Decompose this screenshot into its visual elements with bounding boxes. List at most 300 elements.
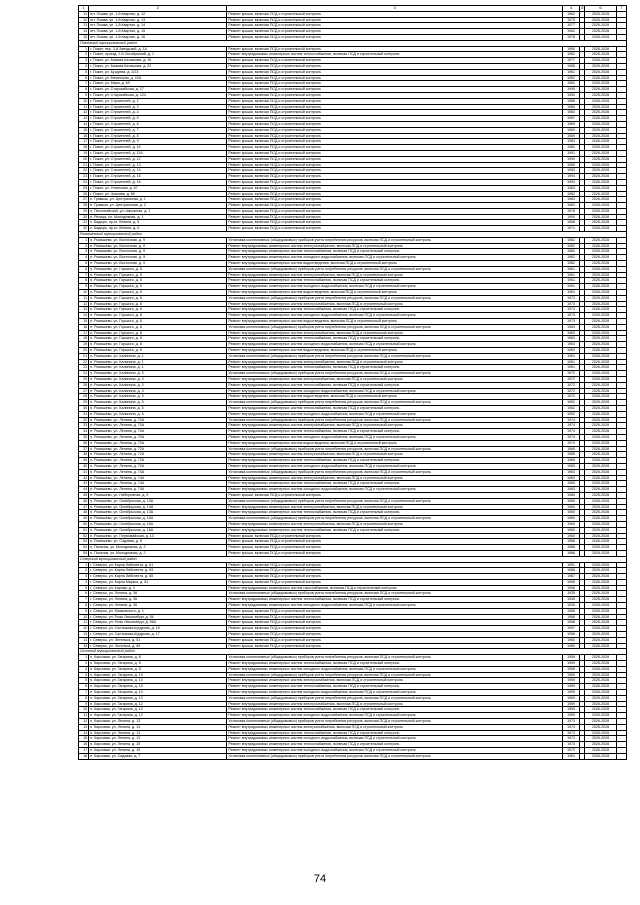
- period-cell: 2026-2028: [585, 521, 617, 527]
- year-cell: 1977: [562, 23, 579, 29]
- work-type-cell: Установка коллективных (общедомовых) приборов учета потребления ресурсов, включая ПСД и строительный контроль: [227, 295, 563, 301]
- year-cell: 1974: [562, 429, 579, 435]
- row-number: 19: [79, 342, 89, 348]
- row-number: 30: [79, 405, 89, 411]
- work-type-cell: Ремонт крыши, включая ПСД и строительный контроль: [227, 127, 563, 133]
- row-number: 49: [79, 516, 89, 522]
- work-type-cell: Ремонт крыши, включая ПСД и строительный контроль: [227, 104, 563, 110]
- section-title: Пожевский муниципальный район: [79, 40, 627, 46]
- row-number: 9: [79, 608, 89, 614]
- year-cell: 1974: [562, 434, 579, 440]
- period-cell: 2026-2028: [585, 353, 617, 359]
- period-cell: 2026-2028: [585, 458, 617, 464]
- period-cell: 2026-2028: [585, 672, 617, 678]
- row-number: 2: [79, 243, 89, 249]
- year-cell: 1971: [562, 226, 579, 232]
- year-cell: 1972: [562, 371, 579, 377]
- work-type-cell: Ремонт крыши, включая ПСД и строительный контроль: [227, 533, 563, 539]
- row-number: 10: [79, 614, 89, 620]
- address-cell: п. Ромашево, ул. Октябрьская, д. 13А: [89, 504, 227, 510]
- address-cell: п. Карсовая, ул. Гагарина, д. 12: [89, 707, 227, 713]
- period-cell: 2026-2028: [585, 545, 617, 551]
- address-cell: г. Пожег, ул. Строителей, д. 8: [89, 133, 227, 139]
- period-cell: 2026-2028: [585, 469, 617, 475]
- row-number: 11: [79, 295, 89, 301]
- work-type-cell: Ремонт крыши, включая ПСД и строительный контроль: [227, 539, 563, 545]
- period-cell: 2026-2028: [585, 400, 617, 406]
- work-type-cell: Ремонт крыши, включая ПСД и строительный контроль: [227, 220, 563, 226]
- period-cell: 2026-2028: [585, 394, 617, 400]
- work-type-cell: Ремонт крыши, включая ПСД и строительный контроль: [227, 23, 563, 29]
- year-cell: 1973: [562, 307, 579, 313]
- period-cell: 2026-2028: [585, 550, 617, 556]
- row-number: 26: [79, 382, 89, 388]
- year-cell: 1961: [562, 353, 579, 359]
- work-type-cell: Ремонт крыши, включая ПСД и строительный контроль: [227, 69, 563, 75]
- work-type-cell: Ремонт крыши, включая ПСД и строительный контроль: [227, 63, 563, 69]
- year-cell: 1973: [562, 719, 579, 725]
- work-type-cell: Ремонт крыши, включая ПСД и строительный контроль: [227, 632, 563, 638]
- address-cell: п. Карсовая, ул. Ленина, д. 13: [89, 730, 227, 736]
- work-type-cell: Ремонт крыши, включая ПСД и строительный контроль: [227, 203, 563, 209]
- year-cell: 1960: [562, 533, 579, 539]
- year-cell: 1985: [562, 492, 579, 498]
- address-cell: г. Пожег, ул. Бажова Калашова, д. 16: [89, 58, 227, 64]
- work-type-cell: Ремонт внутридомовых инженерных систем водоотведения, включая ПСД и строительный контроль: [227, 319, 563, 325]
- row-number: 6: [79, 591, 89, 597]
- address-cell: г. Пожег, ул. Мезенская, д. 22А: [89, 75, 227, 81]
- year-cell: 1935: [562, 597, 579, 603]
- period-cell: 2026-2028: [585, 690, 617, 696]
- work-type-cell: Ремонт внутридомовых инженерных систем теплоснабжения, включая ПСД и строительный контроль: [227, 661, 563, 667]
- row-number: 17: [79, 139, 89, 145]
- address-cell: г. Северск, ул. Розы Люксембург, д. 54: [89, 614, 227, 620]
- section-title: Северский муниципальный район: [79, 556, 627, 562]
- address-cell: г. Северск, ул. Розы Люксембург, д. 56А: [89, 620, 227, 626]
- work-type-cell: Ремонт крыши, включая ПСД и строительный контроль: [227, 116, 563, 122]
- period-cell: 2026-2028: [585, 243, 617, 249]
- row-number: 9: [79, 92, 89, 98]
- address-cell: п. Ромашево, ул. Ленина, д. 74А: [89, 475, 227, 481]
- row-number: 53: [79, 539, 89, 545]
- address-cell: п. Ромашево, ул. Ленина, д. 70А: [89, 417, 227, 423]
- row-number: 24: [79, 371, 89, 377]
- work-type-cell: Ремонт внутридомовых инженерных систем холодного водоснабжения, включая ПСД и строительный контроль: [227, 463, 563, 469]
- address-cell: п. Ромашево, ул. Калинина, д. 3: [89, 382, 227, 388]
- work-type-cell: Ремонт внутридомовых инженерных систем электроснабжения, включая ПСД и строительный контроль: [227, 475, 563, 481]
- row-number: 18: [79, 145, 89, 151]
- year-cell: 1973: [562, 319, 579, 325]
- address-cell: пгт. Пожва, ул. 1-й Квартал, д. 13: [89, 17, 227, 23]
- work-type-cell: Ремонт внутридомовых инженерных систем электроснабжения, включая ПСД и строительный контроль: [227, 272, 563, 278]
- row-number: 14: [79, 730, 89, 736]
- period-cell: 2026-2028: [585, 214, 617, 220]
- year-cell: 1991: [562, 562, 579, 568]
- work-type-cell: Ремонт внутридомовых инженерных систем электроснабжения, включая ПСД и строительный контроль: [227, 521, 563, 527]
- period-cell: 2026-2028: [585, 423, 617, 429]
- year-cell: 1985: [562, 63, 579, 69]
- year-cell: 1963: [562, 481, 579, 487]
- address-cell: п. Ромашево, ул. Калинина, д. 5: [89, 411, 227, 417]
- period-cell: 2026-2028: [585, 562, 617, 568]
- work-type-cell: Ремонт крыши, включая ПСД и строительный контроль: [227, 620, 563, 626]
- table-row: [79, 753, 627, 759]
- period-cell: 2026-2028: [585, 46, 617, 52]
- period-cell: 2026-2028: [585, 730, 617, 736]
- period-cell: 2026-2028: [585, 382, 617, 388]
- work-type-cell: Ремонт внутридомовых инженерных систем электроснабжения, включая ПСД и строительный контроль: [227, 701, 563, 707]
- address-cell: пгт. Пожва, ул. 1-й Квартал, д. 15: [89, 29, 227, 35]
- row-number: 36: [79, 440, 89, 446]
- work-type-cell: Установка коллективных (общедомовых) приборов учета потребления ресурсов, включая ПСД и строительный контроль: [227, 446, 563, 452]
- period-cell: 2026-2028: [585, 92, 617, 98]
- period-cell: 2026-2028: [585, 75, 617, 81]
- period-cell: 2026-2028: [585, 313, 617, 319]
- row-number: 25: [79, 377, 89, 383]
- work-type-cell: Ремонт крыши, включая ПСД и строительный контроль: [227, 34, 563, 40]
- row-number: 30: [79, 214, 89, 220]
- period-cell: 2026-2028: [585, 568, 617, 574]
- empty-cell: [616, 753, 626, 759]
- work-type-cell: Ремонт внутридомовых инженерных систем электроснабжения, включая ПСД и строительный контроль: [227, 423, 563, 429]
- work-type-cell: Ремонт крыши, включая ПСД и строительный контроль: [227, 579, 563, 585]
- work-type-cell: Ремонт внутридомовых инженерных систем электроснабжения, включая ПСД и строительный контроль: [227, 678, 563, 684]
- page-number: 74: [313, 873, 327, 885]
- year-cell: 1959: [562, 713, 579, 719]
- row-number: 23: [79, 365, 89, 371]
- row-number: 5: [79, 678, 89, 684]
- work-type-cell: Ремонт крыши, включая ПСД и строительный контроль: [227, 58, 563, 64]
- row-number: 17: [79, 330, 89, 336]
- year-cell: 1959: [562, 672, 579, 678]
- year-cell: 1963: [562, 336, 579, 342]
- period-cell: 2026-2028: [585, 150, 617, 156]
- work-type-cell: Ремонт крыши, включая ПСД и строительный контроль: [227, 139, 563, 145]
- work-type-cell: Ремонт внутридомовых инженерных систем электроснабжения, включая ПСД и строительный контроль: [227, 359, 563, 365]
- row-number: 3: [79, 666, 89, 672]
- year-cell: 1961: [562, 266, 579, 272]
- address-cell: г. Пожег, ул. Старозябская, д. 124: [89, 92, 227, 98]
- year-cell: 1986: [562, 550, 579, 556]
- row-number: 11: [79, 11, 89, 17]
- period-cell: 2026-2028: [585, 608, 617, 614]
- year-cell: 1972: [562, 382, 579, 388]
- row-number: 14: [79, 313, 89, 319]
- work-type-cell: Ремонт внутридомовых инженерных систем холодного водоснабжения, включая ПСД и строительный контроль: [227, 666, 563, 672]
- address-cell: г. Пожег, ул. Строителей, д. 10: [89, 145, 227, 151]
- year-cell: 1969: [562, 127, 579, 133]
- address-cell: п. Ромашево, ул. Горького, д. 8: [89, 336, 227, 342]
- row-number: 31: [79, 411, 89, 417]
- row-number: 32: [79, 226, 89, 232]
- year-cell: 1989: [562, 162, 579, 168]
- period-cell: 2026-2028: [585, 440, 617, 446]
- period-cell: 2026-2028: [585, 753, 617, 759]
- row-number: 2: [79, 52, 89, 58]
- year-cell: 1973: [562, 301, 579, 307]
- year-cell: 1959: [562, 701, 579, 707]
- period-cell: 2026-2028: [585, 434, 617, 440]
- row-number: 31: [79, 220, 89, 226]
- period-cell: 2026-2028: [585, 533, 617, 539]
- address-cell: п. Ромашево, ул. Восточная, д. 9: [89, 237, 227, 243]
- address-cell: п. Карсовая, ул. Ленина, д. 13: [89, 736, 227, 742]
- row-number: 4: [79, 579, 89, 585]
- year-cell: 1968: [562, 579, 579, 585]
- row-number: 6: [79, 75, 89, 81]
- row-number: 27: [79, 388, 89, 394]
- year-cell: 1982: [562, 237, 579, 243]
- section-title: Осинский муниципальный район: [79, 649, 627, 655]
- work-type-cell: Ремонт внутридомовых инженерных систем холодного водоснабжения, включая ПСД и строительный контроль: [227, 748, 563, 754]
- period-cell: 2026-2028: [585, 736, 617, 742]
- period-cell: 2026-2028: [585, 162, 617, 168]
- period-cell: 2026-2028: [585, 226, 617, 232]
- address-cell: п. Ромашево, ул. Горького, д. 6: [89, 295, 227, 301]
- address-cell: г. Пожег, ул. Строителей, д. 14: [89, 168, 227, 174]
- year-cell: 1976: [562, 208, 579, 214]
- period-cell: 2026-2028: [585, 87, 617, 93]
- address-cell: г. Пожег, ул. Строителей, д. 4: [89, 110, 227, 116]
- period-cell: 2026-2028: [585, 348, 617, 354]
- work-type-cell: Ремонт внутридомовых инженерных систем теплоснабжения, включая ПСД и строительный контроль: [227, 597, 563, 603]
- row-number: 46: [79, 498, 89, 504]
- work-type-cell: Ремонт внутридомовых инженерных систем электроснабжения, включая ПСД и строительный контроль: [227, 243, 563, 249]
- address-cell: г. Северск, ул. Карла Либкнехта, д. 65: [89, 574, 227, 580]
- work-type-cell: Установка коллективных (общедомовых) приборов учета потребления ресурсов, включая ПСД и строительный контроль: [227, 353, 563, 359]
- year-cell: 1963: [562, 487, 579, 493]
- row-number: 42: [79, 475, 89, 481]
- row-number: 5: [79, 261, 89, 267]
- period-cell: 2026-2028: [585, 185, 617, 191]
- year-cell: 1962: [562, 52, 579, 58]
- year-cell: 1965: [562, 458, 579, 464]
- row-number: 22: [79, 168, 89, 174]
- period-cell: 2026-2028: [585, 359, 617, 365]
- period-cell: 2026-2028: [585, 324, 617, 330]
- year-cell: 1983: [562, 185, 579, 191]
- row-number: 18: [79, 753, 89, 759]
- address-cell: п. Карсовая, ул. Ленина, д. 15: [89, 748, 227, 754]
- column-header: 5: [581, 5, 584, 10]
- row-number: 50: [79, 521, 89, 527]
- work-type-cell: Ремонт крыши, включая ПСД и строительный контроль: [227, 174, 563, 180]
- period-cell: 2026-2028: [585, 498, 617, 504]
- period-cell: 2026-2028: [585, 632, 617, 638]
- period-cell: 2026-2028: [585, 655, 617, 661]
- address-cell: п. Ромашево, ул. Восточная, д. 9: [89, 243, 227, 249]
- row-number: 10: [79, 98, 89, 104]
- year-cell: 1986: [562, 98, 579, 104]
- period-cell: 2026-2028: [585, 684, 617, 690]
- row-number: 28: [79, 203, 89, 209]
- address-cell: п. Ромашево, ул. Горького, д. 5: [89, 266, 227, 272]
- row-number: 5: [79, 69, 89, 75]
- year-cell: 1973: [562, 295, 579, 301]
- row-number: 10: [79, 707, 89, 713]
- year-cell: 1960: [562, 527, 579, 533]
- year-cell: 1973: [562, 724, 579, 730]
- row-number: 18: [79, 336, 89, 342]
- row-number: 24: [79, 179, 89, 185]
- address-cell: п. Ромашево, ул. Горького, д. 5: [89, 284, 227, 290]
- row-number: 7: [79, 690, 89, 696]
- year-cell: 1972: [562, 377, 579, 383]
- work-type-cell: Ремонт внутридомовых инженерных систем электроснабжения, включая ПСД и строительный контроль: [227, 330, 563, 336]
- address-cell: п. Ромашево, ул. Горького, д. 8: [89, 330, 227, 336]
- work-type-cell: Ремонт внутридомовых инженерных систем теплоснабжения, включая ПСД и строительный контроль: [227, 365, 563, 371]
- row-number: 13: [79, 307, 89, 313]
- row-number: 25: [79, 185, 89, 191]
- period-cell: 2026-2028: [585, 220, 617, 226]
- work-type-cell: Ремонт крыши, включая ПСД и строительный контроль: [227, 46, 563, 52]
- year-cell: 1969: [562, 121, 579, 127]
- work-type-cell: Ремонт крыши, включая ПСД и строительный контроль: [227, 168, 563, 174]
- address-cell: п. Ромашево, ул. Горького, д. 5: [89, 278, 227, 284]
- year-cell: 1960: [562, 521, 579, 527]
- address-cell: г. Пожег, ул. Строителей, д. 11А: [89, 150, 227, 156]
- work-type-cell: Ремонт внутридомовых инженерных систем электроснабжения, включая ПСД и строительный контроль: [227, 377, 563, 383]
- year-cell: 1980: [562, 637, 579, 643]
- row-number: 15: [79, 319, 89, 325]
- address-cell: г. Северск, ул. Ленина, д. 36: [89, 591, 227, 597]
- period-cell: 2026-2028: [585, 261, 617, 267]
- period-cell: 2026-2028: [585, 742, 617, 748]
- year-cell: 1963: [562, 330, 579, 336]
- work-type-cell: Ремонт внутридомовых инженерных систем водоотведения, включая ПСД и строительный контроль: [227, 290, 563, 296]
- work-type-cell: Ремонт крыши, включая ПСД и строительный контроль: [227, 608, 563, 614]
- work-type-cell: Ремонт крыши, включая ПСД и строительный контроль: [227, 568, 563, 574]
- address-cell: п. Карсовая, ул. Садовая, д. 7: [89, 753, 227, 759]
- row-number: 13: [79, 23, 89, 29]
- row-number: 2: [79, 661, 89, 667]
- period-cell: 2026-2028: [585, 145, 617, 151]
- work-type-cell: Ремонт крыши, включая ПСД и строительный контроль: [227, 550, 563, 556]
- row-number: 11: [79, 104, 89, 110]
- work-type-cell: Ремонт крыши, включая ПСД и строительный контроль: [227, 574, 563, 580]
- work-type-cell: Ремонт внутридомовых инженерных систем теплоснабжения, включая ПСД и строительный контроль: [227, 684, 563, 690]
- period-cell: 2026-2028: [585, 661, 617, 667]
- year-cell: 1973: [562, 736, 579, 742]
- work-type-cell: Установка коллективных (общедомовых) приборов учета потребления ресурсов, включая ПСД и строительный контроль: [227, 237, 563, 243]
- address-cell: п. Ромашево, ул. Калинина, д. 3: [89, 377, 227, 383]
- year-cell: 1961: [562, 272, 579, 278]
- address-cell: п. Ромашево, ул. Горького, д. 6: [89, 313, 227, 319]
- row-number: 11: [79, 620, 89, 626]
- address-cell: п. Карсовая, ул. Гагарина, д. 12: [89, 713, 227, 719]
- row-number: 7: [79, 272, 89, 278]
- work-type-cell: Ремонт внутридомовых инженерных систем водоотведения, включая ПСД и строительный контроль: [227, 261, 563, 267]
- year-cell: 1972: [562, 394, 579, 400]
- row-number: 15: [79, 643, 89, 649]
- period-cell: 2026-2028: [585, 452, 617, 458]
- year-cell: 1961: [562, 284, 579, 290]
- address-cell: г. Пожег, ул. Строителей, д. 12: [89, 156, 227, 162]
- work-type-cell: Ремонт внутридомовых инженерных систем теплоснабжения, включая ПСД и строительный контроль: [227, 481, 563, 487]
- period-cell: 2026-2028: [585, 591, 617, 597]
- year-cell: 1952: [562, 400, 579, 406]
- period-cell: 2026-2028: [585, 724, 617, 730]
- year-cell: 1959: [562, 707, 579, 713]
- year-cell: 1990: [562, 156, 579, 162]
- period-cell: 2026-2028: [585, 330, 617, 336]
- work-type-cell: Ремонт внутридомовых инженерных систем теплоснабжения, включая ПСД и строительный контроль: [227, 510, 563, 516]
- year-cell: 1935: [562, 603, 579, 609]
- year-cell: 1961: [562, 753, 579, 759]
- year-cell: 1982: [562, 261, 579, 267]
- address-cell: п. Ромашево, ул. Ленина, д. 72А: [89, 463, 227, 469]
- address-cell: п. Ромашево, ул. Калинина, д. 5: [89, 405, 227, 411]
- column-header: 6: [585, 6, 617, 12]
- row-number: 4: [79, 672, 89, 678]
- period-cell: 2026-2028: [585, 597, 617, 603]
- row-number: 33: [79, 423, 89, 429]
- year-cell: 1963: [562, 475, 579, 481]
- address-cell: п. Карсовая, ул. Ленина, д. 15: [89, 742, 227, 748]
- work-type-cell: Установка коллективных (общедомовых) приборов учета потребления ресурсов, включая ПСД и строительный контроль: [227, 417, 563, 423]
- address-cell: г. Пожег, ул. Строителей, д. 15: [89, 174, 227, 180]
- row-number: 29: [79, 400, 89, 406]
- row-number: 40: [79, 463, 89, 469]
- period-cell: 2026-2028: [585, 695, 617, 701]
- year-cell: 1990: [562, 214, 579, 220]
- period-cell: 2026-2028: [585, 405, 617, 411]
- work-type-cell: Ремонт внутридомовых инженерных систем холодного водоснабжения, включая ПСД и строительный контроль: [227, 713, 563, 719]
- year-cell: 1974: [562, 417, 579, 423]
- row-number: 19: [79, 150, 89, 156]
- year-cell: 1960: [562, 498, 579, 504]
- year-cell: 1968: [562, 220, 579, 226]
- work-type-cell: Ремонт внутридомовых инженерных систем холодного водоснабжения, включая ПСД и строительный контроль: [227, 284, 563, 290]
- work-type-cell: Ремонт внутридомовых инженерных систем теплоснабжения, включая ПСД и строительный контроль: [227, 307, 563, 313]
- period-cell: 2026-2028: [585, 371, 617, 377]
- column-header: 3: [227, 6, 563, 12]
- address-cell: п. Ромашево, ул. Калинина, д. 1: [89, 359, 227, 365]
- row-number: 11: [79, 713, 89, 719]
- address-cell: г. Пожег, ул. Строителей, д. 16: [89, 179, 227, 185]
- address-cell: п. Карсовая, ул. Гагарина, д. 10: [89, 672, 227, 678]
- work-type-cell: Ремонт крыши, включая ПСД и строительный контроль: [227, 87, 563, 93]
- period-cell: 2026-2028: [585, 666, 617, 672]
- year-cell: 1952: [562, 75, 579, 81]
- work-type-cell: Ремонт внутридомовых инженерных систем холодного водоснабжения, включая ПСД и строительный контроль: [227, 736, 563, 742]
- address-cell: п. Грамыш, ул. Центральная, д. 2: [89, 203, 227, 209]
- year-cell: 1973: [562, 748, 579, 754]
- work-type-cell: Установка коллективных (общедомовых) приборов учета потребления ресурсов, включая ПСД и строительный контроль: [227, 695, 563, 701]
- work-type-cell: Ремонт крыши, включая ПСД и строительный контроль: [227, 17, 563, 23]
- row-number: 2: [79, 568, 89, 574]
- row-number: 9: [79, 701, 89, 707]
- address-cell: п. Карсовая, ул. Гагарина, д. 8: [89, 661, 227, 667]
- row-number: 17: [79, 748, 89, 754]
- address-cell: п. Ромашево, ул. Набережная, д. 9: [89, 492, 227, 498]
- address-cell: п. Ромашево, ул. Октябрьская, д. 13А: [89, 510, 227, 516]
- address-cell: п. Ромашево, ул. Ленина, д. 70А: [89, 429, 227, 435]
- address-cell: г. Пожег, ул. Старозябская, д. 17: [89, 87, 227, 93]
- row-number: 8: [79, 695, 89, 701]
- work-type-cell: Установка коллективных (общедомовых) приборов учета потребления ресурсов, включая ПСД и строительный контроль: [227, 516, 563, 522]
- period-cell: 2026-2028: [585, 388, 617, 394]
- year-cell: 1972: [562, 388, 579, 394]
- period-cell: 2026-2028: [585, 301, 617, 307]
- period-cell: 2026-2028: [585, 116, 617, 122]
- period-cell: 2026-2028: [585, 707, 617, 713]
- work-type-cell: Ремонт крыши, включая ПСД и строительный контроль: [227, 637, 563, 643]
- address-cell: п. Ромашево, ул. Восточная, д. 9: [89, 249, 227, 255]
- year-cell: 1956: [562, 608, 579, 614]
- year-cell: 1956: [562, 632, 579, 638]
- address-cell: г. Пожег, ул. Бушуева, д. 2/23: [89, 69, 227, 75]
